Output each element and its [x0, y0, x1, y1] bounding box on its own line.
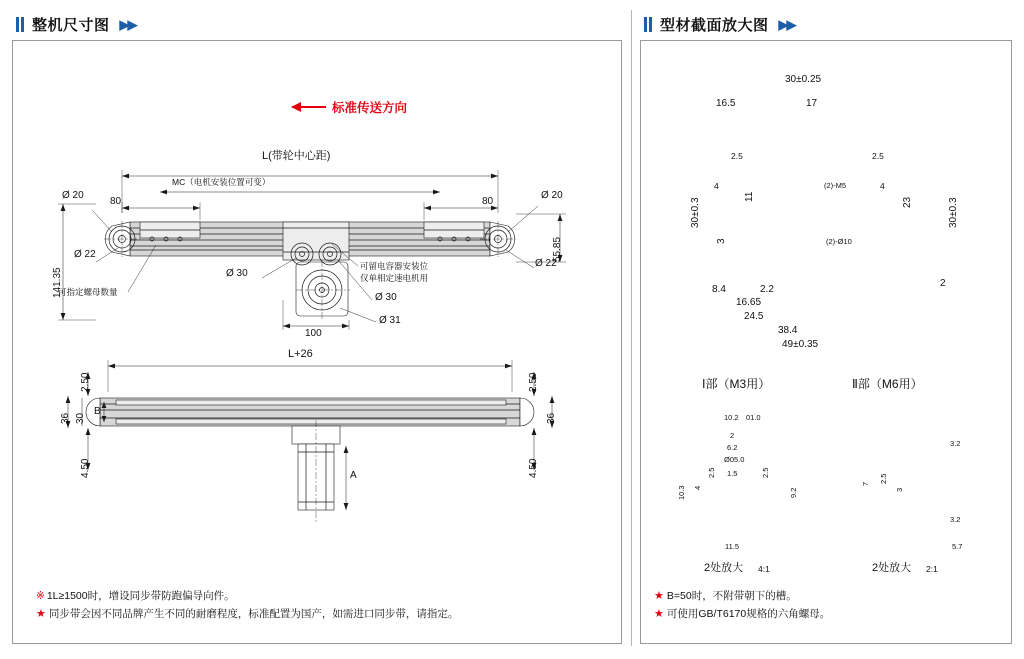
note-capacitor-line2: 仅单相定速电机用 [360, 273, 429, 283]
detail-I-scale: 4:1 [758, 564, 770, 574]
right-note-1 [654, 588, 797, 603]
detail-I-dim-1-5: 1.5 [727, 469, 738, 478]
profile-dim-4-right: 4 [880, 181, 885, 191]
right-note-2-text: 可使用GB/T6170规格的六角螺母。 [666, 608, 831, 620]
left-note-1 [36, 588, 235, 603]
detail-I-dim-9-2: 9.2 [789, 487, 798, 498]
dim-450-right: 4.50 [528, 458, 539, 478]
left-note-2-text: 同步带会因不同品牌产生不同的耐磨程度，标准配置为国产，如需进口同步带，请指定。 [48, 608, 459, 620]
detail-II-dim-3: 3 [895, 487, 904, 492]
profile-dim-2: 2 [940, 278, 946, 289]
detail-II-dim-3-2-bottom: 3.2 [950, 515, 961, 524]
profile-dim-16-5: 16.5 [716, 98, 736, 109]
detail-I-title: Ⅰ部（M3用） [702, 377, 771, 391]
dim-30: 30 [75, 412, 86, 424]
dim-d22-right: Ø 22 [535, 258, 557, 269]
detail-II-dim-2-5: 2.5 [879, 473, 888, 484]
dim-d30-b: Ø 30 [375, 292, 397, 303]
detail-I-dim-top: 10.2 [724, 413, 739, 422]
dim-141-35: 141.35 [52, 267, 63, 298]
right-panel-title: 型材截面放大图 [660, 17, 769, 34]
profile-dim-38-4: 38.4 [778, 325, 798, 336]
double-chevron-right-icon: ▶▶ [119, 16, 136, 32]
dim-250-right: 2.50 [528, 372, 539, 392]
dim-d31: Ø 31 [379, 315, 401, 326]
left-panel-title: 整机尺寸图 [32, 17, 110, 34]
profile-dim-11: 11 [744, 191, 755, 202]
dim-100: 100 [305, 328, 322, 339]
profile-dim-2-2: 2.2 [760, 284, 774, 295]
profile-dim-right-height: 30±0.3 [948, 197, 959, 228]
detail-I-dim-6-2: 6.2 [727, 443, 738, 452]
detail-I-caption: 2处放大 [704, 562, 744, 574]
profile-dim-4-left: 4 [714, 181, 719, 191]
dim-mc-note: MC（电机安装位置可变） [172, 177, 271, 187]
dim-L-plus-26: L+26 [288, 348, 313, 360]
profile-dim-8-4: 8.4 [712, 284, 726, 295]
profile-dim-24-5: 24.5 [744, 311, 764, 322]
note-star-icon-r2: ★ [654, 608, 664, 620]
detail-II-scale: 2:1 [926, 564, 938, 574]
profile-dim-17: 17 [806, 98, 818, 109]
note-star-icon: ★ [36, 608, 46, 620]
note-mark-asterisk: ※ [36, 590, 45, 602]
double-chevron-right-icon-right: ▶▶ [778, 16, 795, 32]
dim-d30-a: Ø 30 [226, 268, 248, 279]
note-star-icon-r1: ★ [654, 590, 664, 602]
detail-I-dim-11-5: 11.5 [725, 542, 740, 551]
right-note-2 [654, 606, 830, 621]
detail-II-title: Ⅱ部（M6用） [852, 377, 923, 391]
profile-dim-16-65: 16.65 [736, 297, 762, 308]
note-nut-count: 可指定螺母数量 [58, 287, 118, 297]
dim-A: A [350, 470, 357, 481]
profile-hole-m5: (2)-M5 [824, 181, 847, 190]
profile-dim-3: 3 [716, 238, 727, 244]
dim-80-left: 80 [110, 196, 122, 207]
detail-I-dim-10-3: 10.3 [677, 485, 686, 500]
detail-II-dim-3-2-top: 3.2 [950, 439, 961, 448]
dim-d20-left: Ø 20 [62, 190, 84, 201]
detail-I-dim-25-left: 2.5 [707, 467, 716, 478]
profile-dim-left-height: 30±0.3 [690, 197, 701, 228]
detail-I-dim-4: 4 [693, 485, 702, 490]
left-note-1-text: 1L≥1500时，增设同步带防跑偏导向件。 [46, 590, 235, 602]
detail-I-dim-top2: 01.0 [746, 413, 761, 422]
dim-d20-right: Ø 20 [541, 190, 563, 201]
profile-dim-23: 23 [902, 196, 913, 208]
dim-L-center: L(带轮中心距) [262, 150, 331, 162]
dim-80-right: 80 [482, 196, 494, 207]
profile-dim-2-5-left: 2.5 [731, 151, 743, 161]
dim-250-left: 2.50 [80, 372, 91, 392]
note-capacitor-line1: 可留电容器安装位 [360, 261, 429, 271]
dim-B: B [94, 406, 101, 417]
right-note-1-text: B=50时，不附带朝下的槽。 [666, 590, 797, 602]
right-panel-body [640, 40, 1012, 644]
detail-II-dim-5-7: 5.7 [952, 542, 963, 551]
dim-55-85: 55.85 [552, 236, 563, 262]
dim-36-left: 36 [60, 412, 71, 424]
detail-I-dim-05: Ø05.0 [724, 455, 745, 464]
dim-450-left: 4.50 [80, 458, 91, 478]
detail-I-dim-25-right: 2.5 [761, 467, 770, 478]
profile-dim-2-5-right: 2.5 [872, 151, 884, 161]
profile-dim-49: 49±0.35 [782, 339, 819, 350]
dim-36-right: 36 [546, 412, 557, 424]
profile-dim-top-width: 30±0.25 [785, 74, 822, 85]
detail-II-dim-7: 7 [861, 481, 870, 486]
conveying-direction-label: 标准传送方向 [332, 101, 408, 115]
detail-II-caption: 2处放大 [872, 562, 912, 574]
detail-I-dim-2: 2 [730, 431, 735, 440]
dim-d22-left: Ø 22 [74, 249, 96, 260]
profile-hole-d10: (2)-Ø10 [826, 237, 852, 246]
left-note-2 [36, 606, 458, 621]
